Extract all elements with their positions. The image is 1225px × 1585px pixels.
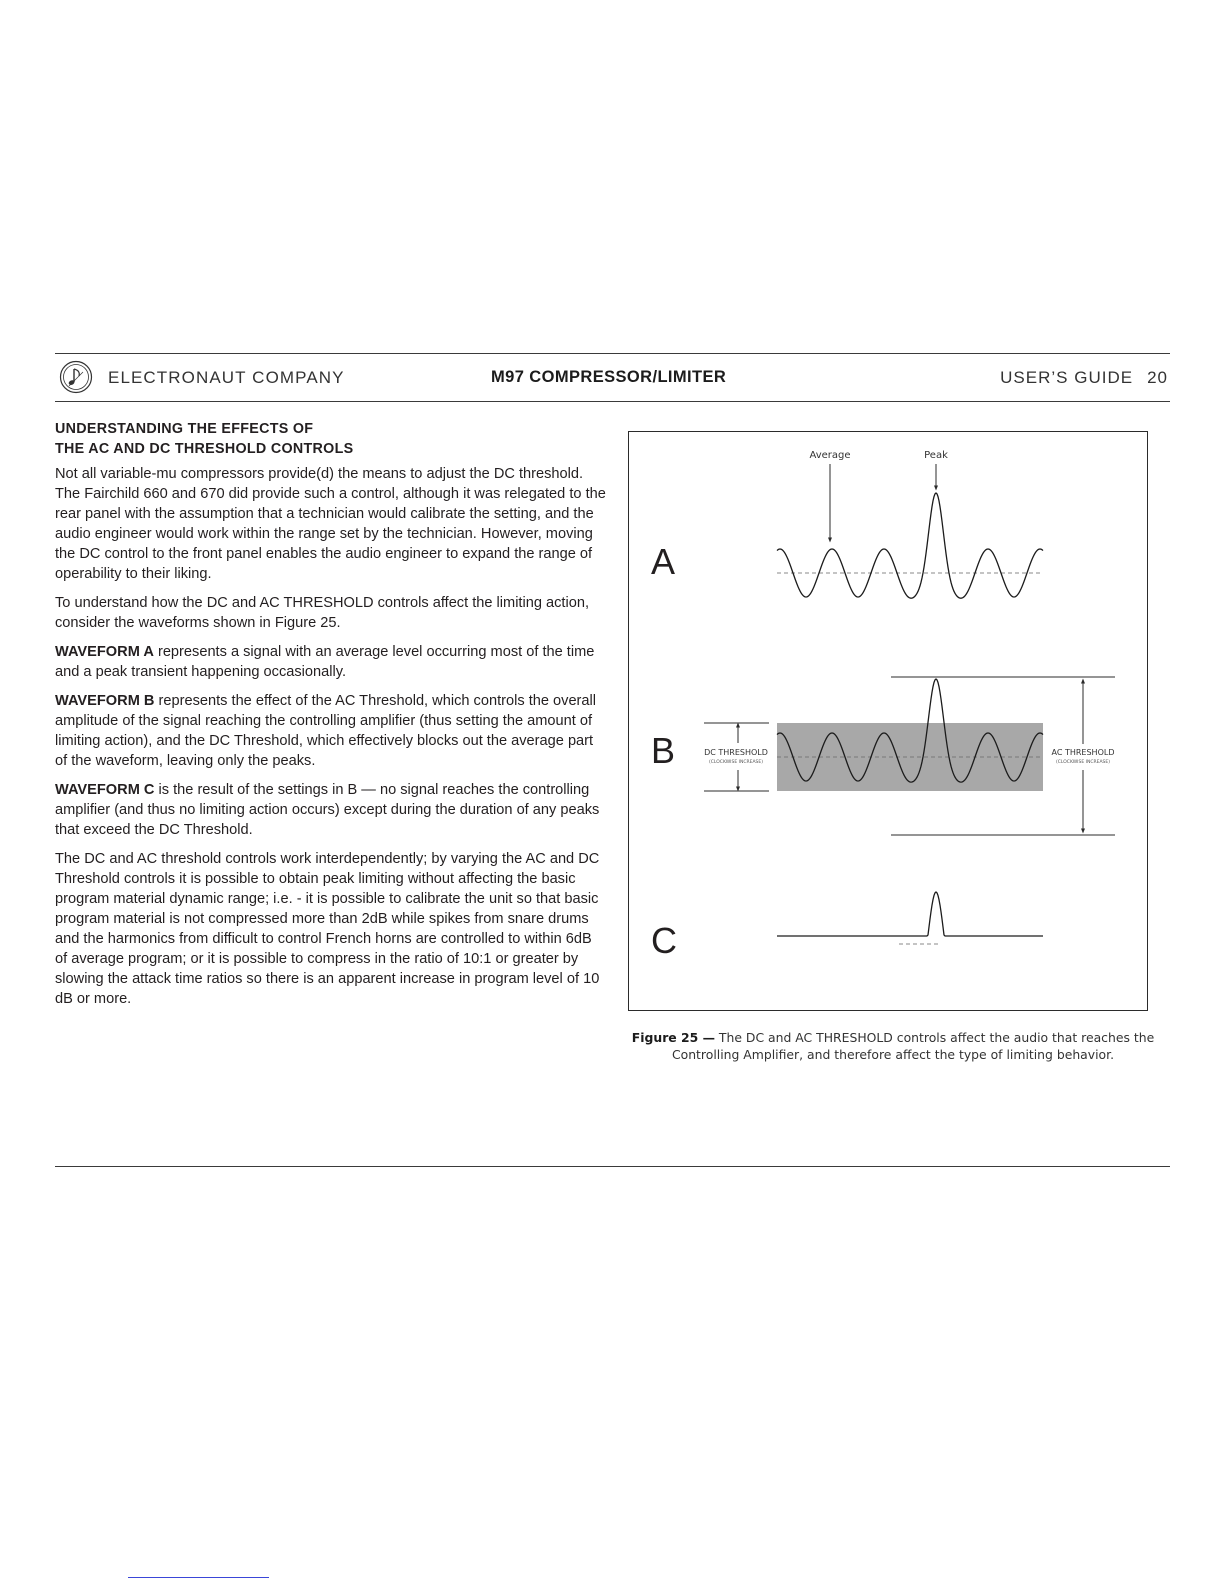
waveform-a: [777, 493, 1043, 598]
section-heading: [55, 419, 607, 459]
paragraph-interdependence: The DC and AC threshold controls work interdependently; by varying the AC and DC Threshold controls it is possible to obtain peak limiting without affecting the basic program material dynamic range; i.e. - it is possible to calibrate the unit so that basic program material is not compressed more than 2dB while spikes from snare drums and the harmonics from difficult to control French horns are controlled to within 6dB of average program; or it is possible to compress in the ratio of 10:1 or greater by slowing the attack time ratios so there is an apparent increase in program level of 10 dB or more.: [55, 851, 600, 1007]
figure-caption: [628, 1029, 1158, 1063]
note-seal-icon: [59, 360, 93, 394]
waveform-c-text: is the result of the settings in B — no signal reaches the controlling amplifier (and thus no limiting action occurs) except during the duration of any peaks that exceed the DC Threshold.: [55, 782, 600, 838]
panel-label-c: C: [651, 920, 677, 961]
waveform-c: [777, 892, 1043, 936]
guide-label: [1000, 368, 1168, 388]
product-title: M97 COMPRESSOR/LIMITER: [491, 368, 727, 386]
caption-text: The DC and AC THRESHOLD controls affect the audio that reaches the Controlling Amplifier, and therefore affect the type of limiting behavior.: [671, 1030, 1155, 1062]
section-heading-line-1: UNDERSTANDING THE EFFECTS OF: [55, 421, 314, 437]
waveform-c-lead: WAVEFORM C: [55, 782, 155, 798]
peak-label: Peak: [924, 450, 948, 461]
header-top-rule: [55, 353, 1170, 354]
panel-label-a: A: [651, 541, 676, 582]
waveform-diagram: [629, 432, 1149, 1012]
paragraph-waveform-b: [55, 691, 607, 771]
paragraph-intro: Not all variable-mu compressors provide(d) the means to adjust the DC threshold. The Fairchild 660 and 670 did provide such a control, although it was relegated to the rear panel with the assumption that a technician would calibrate the setting, and the audio engineer would work within the range set by the technician. However, moving the DC control to the front panel enables the audio engineer to expand the range of operability to their liking.: [55, 466, 606, 582]
section-heading-line-2: THE AC AND DC THRESHOLD CONTROLS: [55, 441, 354, 457]
header-bottom-rule: [55, 401, 1170, 402]
paragraph-figure-ref: To understand how the DC and AC THRESHOLD controls affect the limiting action, consider the waveforms shown in Figure 25.: [55, 595, 590, 631]
dc-threshold-sublabel: (CLOCKWISE INCREASE): [709, 760, 763, 765]
waveform-b-text: represents the effect of the AC Threshold, which controls the overall amplitude of the signal reaching the controlling amplifier (thus setting the amount of limiting action), and the DC Threshold, which effectively blocks out the average part of the waveform, leaving only the peaks.: [55, 693, 597, 769]
paragraph-waveform-a: [55, 642, 607, 682]
guide-title: USER’S GUIDE: [1000, 368, 1134, 387]
dc-threshold-label: DC THRESHOLD: [704, 748, 768, 757]
caption-lead: Figure 25 —: [631, 1030, 715, 1045]
article-body: [55, 419, 607, 1018]
link-underline: [128, 1577, 269, 1578]
average-label: Average: [809, 450, 851, 461]
footer-rule: [55, 1166, 1170, 1167]
panel-label-b: B: [651, 730, 676, 771]
waveform-a-text: represents a signal with an average level occurring most of the time and a peak transient happening occasionally.: [55, 644, 595, 680]
waveform-a-lead: WAVEFORM A: [55, 644, 154, 660]
paragraph-waveform-c: [55, 780, 607, 840]
company-name: ELECTRONAUT COMPANY: [108, 368, 345, 387]
figure-25: [628, 431, 1148, 1011]
page-number: 20: [1147, 368, 1168, 387]
waveform-b-lead: WAVEFORM B: [55, 693, 155, 709]
page-header: [55, 355, 1170, 401]
ac-threshold-label: AC THRESHOLD: [1051, 748, 1115, 757]
ac-threshold-sublabel: (CLOCKWISE INCREASE): [1056, 760, 1110, 765]
